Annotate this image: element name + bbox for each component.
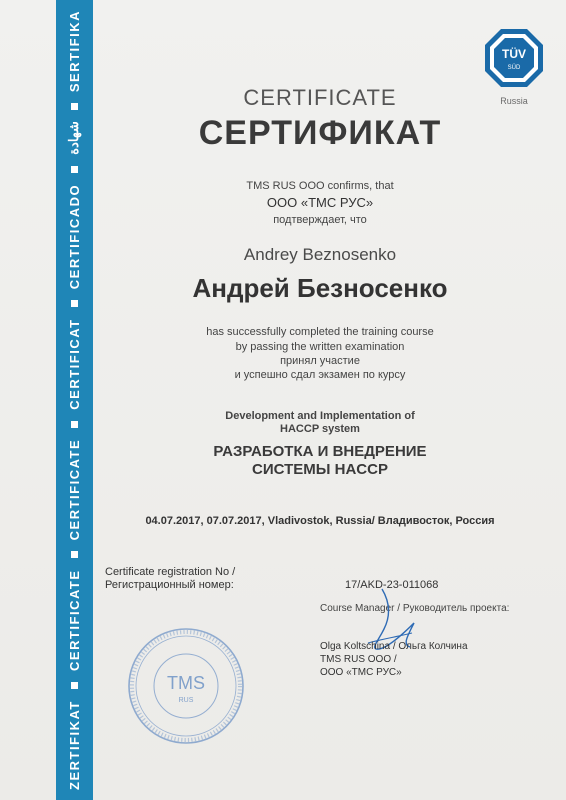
band-word: شهادة [66, 121, 81, 155]
band-word: CERTIFICADO [66, 183, 82, 290]
band-square [71, 551, 78, 558]
tuv-country-label: Russia [500, 96, 528, 106]
course-title-russian: РАЗРАБОТКА И ВНЕДРЕНИЕ [213, 443, 427, 460]
registration-label: Certificate registration No / [105, 566, 236, 578]
tms-stamp [126, 626, 246, 746]
course-title-russian: СИСТЕМЫ HACCP [252, 461, 388, 478]
band-word: CERTIFICAT [66, 318, 82, 410]
recipient-name-russian: Андрей Безносенко [192, 273, 448, 303]
band-word: ZERTIFIKAT [66, 700, 82, 790]
tuv-logo [483, 27, 545, 89]
band-square [71, 166, 78, 173]
band-word: CERTIFICATE [66, 438, 82, 541]
stamp-logo-subtext: RUS [178, 697, 194, 704]
confirm-english: TMS RUS OOO confirms, that [246, 180, 394, 192]
course-title-english: Development and Implementation of [225, 410, 415, 422]
signer-organization: ООО «ТМС РУС» [320, 667, 402, 678]
completion-line: has successfully completed the training course [206, 326, 434, 338]
course-dates-location: 04.07.2017, 07.07.2017, Vladivostok, Russia/ Владивосток, Россия [145, 515, 495, 527]
completion-line: принял участие [280, 355, 360, 367]
side-band-text [63, 10, 85, 790]
completion-line: by passing the written examination [235, 341, 405, 353]
completion-line: и успешно сдал экзамен по курсу [234, 369, 406, 381]
signer-organization: TMS RUS OOO / [320, 654, 397, 665]
band-square [71, 300, 78, 307]
tuv-logo-subtext: SÜD [507, 65, 521, 71]
recipient-name-english: Andrey Beznosenko [243, 245, 397, 264]
title-russian: СЕРТИФИКАТ [198, 114, 442, 152]
tuv-logo-text: TÜV [502, 47, 526, 61]
stamp-logo-text: TMS [167, 673, 205, 693]
signer-name: Olga Koltschina / Ольга Колчина [320, 641, 468, 652]
band-word: SERTIFIKA [66, 10, 82, 93]
title-english: CERTIFICATE [243, 85, 397, 110]
band-word: CERTIFICATE [66, 569, 82, 671]
band-square [71, 421, 78, 428]
registration-label: Регистрационный номер: [105, 579, 234, 591]
band-square [71, 682, 78, 689]
confirm-russian: подтверждает, что [273, 214, 367, 226]
course-title-english: HACCP system [280, 423, 360, 435]
band-square [71, 103, 78, 110]
signer-role: Course Manager / Руководитель проекта: [320, 603, 510, 614]
confirm-organization: ООО «ТМС РУС» [266, 195, 374, 210]
registration-number: 17/AKD-23-011068 [345, 579, 439, 591]
